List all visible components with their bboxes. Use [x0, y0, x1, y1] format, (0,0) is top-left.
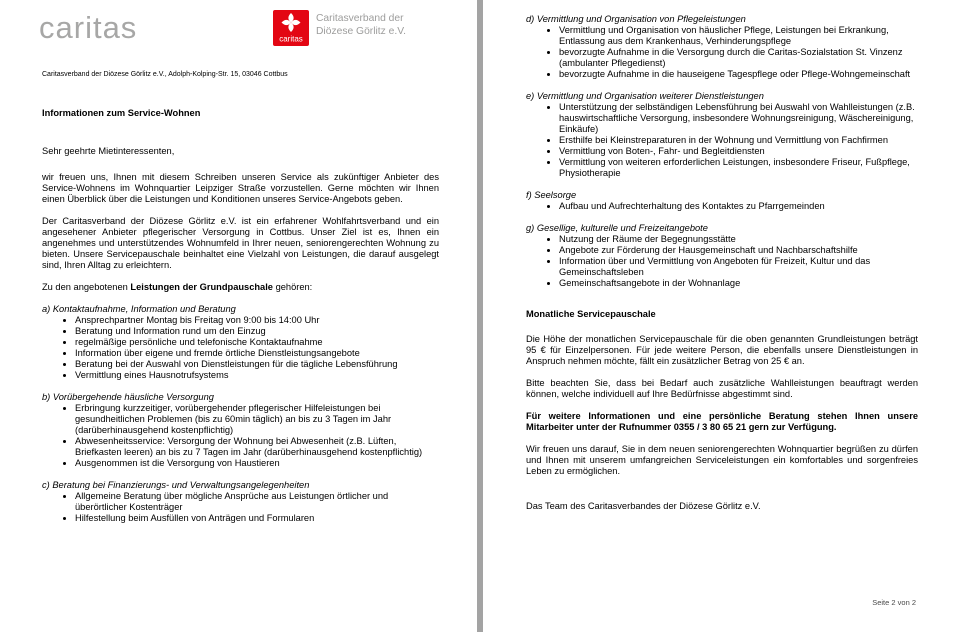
service-section-e — [526, 91, 918, 179]
caritas-wordmark: caritas — [39, 10, 138, 45]
list-item: • Information über eigene und fremde örtliche Dienstleistungsangebote — [75, 348, 439, 359]
list-item: • Beratung bei der Auswahl von Dienstleistungen für die tägliche Lebensführung — [75, 359, 439, 370]
list-item: • Ansprechpartner Montag bis Freitag von 9:00 bis 14:00 Uhr — [75, 315, 439, 326]
list-item: • Ausgenommen ist die Versorgung von Haustieren — [75, 458, 439, 469]
bullet-list-c — [64, 491, 439, 524]
list-item: • Vermittlung eines Hausnotrufsystems — [75, 370, 439, 381]
section-heading-f: f) Seelsorge — [526, 190, 577, 200]
list-item: • Vermittlung und Organisation von häuslicher Pflege, Leistungen bei Erkrankung, Entlassung aus dem Krankenhaus, Verhinderungspflege — [559, 25, 918, 47]
service-section-f — [526, 190, 918, 212]
service-section-g — [526, 223, 918, 289]
service-section-d — [526, 14, 918, 80]
signature-line: Das Team des Caritasverbandes der Diözese Görlitz e.V. — [526, 501, 761, 511]
sender-address-line: Caritasverband der Diözese Görlitz e.V., Adolph-Kolping-Str. 15, 03046 Cottbus — [42, 71, 288, 78]
bullet-list-f — [548, 201, 918, 212]
bullet-list-g — [548, 234, 918, 289]
list-item: • Vermittlung von weiteren erforderlichen Leistungen, insbesondere Friseur, Fußpflege, Physiotherapie — [559, 157, 918, 179]
logo-caption-text: caritas — [279, 34, 303, 44]
list-item: • Unterstützung der selbständigen Lebensführung bei Auswahl von Wahlleistungen (z.B. hauswirtschaftliche Versorgung, insbesondere Wohnungsreinigung, Wäschereinigung, Einkäufe) — [559, 102, 918, 135]
list-item: • bevorzugte Aufnahme in die hauseigene Tagespflege oder Pflege-Wohngemeinschaft — [559, 69, 918, 80]
section-heading-a: a) Kontaktaufnahme, Information und Beratung — [42, 304, 236, 314]
caritas-flame-logo-icon — [273, 10, 309, 46]
price-paragraph: Die Höhe der monatlichen Servicepauschale für die oben genannten Grundleistungen beträgt 95 € für Einzelpersonen. Für jede weitere Person, die ebenfalls unsere Dienstleistungen in Anspruch nehmen möchte, fällt ein zusätzlicher Betrag von 25 € an. — [526, 334, 918, 366]
list-item: • Abwesenheitsservice: Versorgung der Wohnung bei Abwesenheit (z.B. Lüften, Briefkasten leeren) an bis zu 7 Tagen im Jahr (darüberhinausgehend kostenpflichtig) — [75, 436, 439, 458]
bullet-list-e — [548, 102, 918, 179]
section-heading-d: d) Vermittlung und Organisation von Pflegeleistungen — [526, 14, 746, 24]
intro-bold-text: Leistungen der Grundpauschale — [130, 282, 273, 292]
org-name — [316, 10, 406, 46]
letterhead — [39, 10, 439, 57]
section-heading-b: b) Vorübergehende häusliche Versorgung — [42, 392, 214, 402]
salutation: Sehr geehrte Mietinteressenten, — [42, 146, 175, 156]
list-item: • Angebote zur Förderung der Hausgemeinschaft und Nachbarschaftshilfe — [559, 245, 918, 256]
list-item: • Aufbau und Aufrechterhaltung des Kontaktes zu Pfarrgemeinden — [559, 201, 918, 212]
list-item: • Nutzung der Räume der Begegnungsstätte — [559, 234, 918, 245]
intro-paragraph-1: wir freuen uns, Ihnen mit diesem Schreiben unseren Service als zukünftiger Anbieter des Service-Wohnens im Wohnquartier Leipziger Straße vorzustellen. Gerne möchten wir Ihnen einen Überblick über die Leistungen und Konditionen unseres Service-Angebots geben. — [42, 172, 439, 204]
servicepauschale-subheading: Monatliche Servicepauschale — [526, 309, 656, 319]
page-2 — [483, 0, 960, 632]
service-section-b — [42, 392, 439, 469]
list-item: • regelmäßige persönliche und telefonische Kontaktaufnahme — [75, 337, 439, 348]
bullet-list-b — [64, 403, 439, 469]
document-title: Informationen zum Service-Wohnen — [42, 108, 201, 118]
intro-paragraph-2: Der Caritasverband der Diözese Görlitz e.V. ist ein erfahrener Wohlfahrtsverband und ein angesehener Anbieter pflegerischer Versorgung in Cottbus. Unser Ziel ist es, Ihnen ein angenehmes und unterstützendes Wohnumfeld in Ihrer neuen, seniorengerechten Wohnung zu bieten. Unsere Servicepauschale beinhaltet eine Vielzahl von Leistungen, die darauf ausgelegt sind, Ihren Alltag zu erleichtern. — [42, 216, 439, 270]
bullet-list-a — [64, 315, 439, 381]
section-heading-c: c) Beratung bei Finanzierungs- und Verwaltungsangelegenheiten — [42, 480, 310, 490]
bullet-list-d — [548, 25, 918, 80]
service-section-c — [42, 480, 439, 524]
closing-paragraph: Wir freuen uns darauf, Sie in dem neuen seniorengerechten Wohnquartier begrüßen zu dürfen und Ihnen mit unserem umfangreichen Serviceleistungen ein komfortables und sorgenfreies Leben zu ermöglichen. — [526, 444, 918, 476]
intro-tail-text: gehören: — [272, 282, 313, 292]
list-item: • Vermittlung von Boten-, Fahr- und Begleitdiensten — [559, 146, 918, 157]
service-section-a — [42, 304, 439, 381]
list-item: • Beratung und Information rund um den Einzug — [75, 326, 439, 337]
list-item: • Erbringung kurzzeitiger, vorübergehender pflegerischer Hilfeleistungen bei gesundheitlichen Problemen (bis zu 60min täglich) an bis zu 3 Tagen im Jahr (darüberhinausgehend kostenpflichtig) — [75, 403, 439, 436]
list-item: • Allgemeine Beratung über mögliche Ansprüche aus Leistungen örtlicher und überörtlicher Kostenträger — [75, 491, 439, 513]
list-item: • Ersthilfe bei Kleinstreparaturen in der Wohnung und Vermittlung von Fachfirmen — [559, 135, 918, 146]
org-name-line-1: Caritasverband der — [316, 13, 404, 24]
page-1 — [0, 0, 477, 632]
list-item: • Hilfestellung beim Ausfüllen von Anträgen und Formularen — [75, 513, 439, 524]
wahlleistungen-paragraph: Bitte beachten Sie, dass bei Bedarf auch zusätzliche Wahlleistungen beauftragt werden können, welche individuell auf Ihre Bedürfnisse abgestimmt sind. — [526, 378, 918, 399]
contact-paragraph: Für weitere Informationen und eine persönliche Beratung stehen Ihnen unsere Mitarbeiter unter der Rufnummer 0355 / 3 80 65 21 gern zur Verfügung. — [526, 411, 918, 432]
grundpauschale-intro-line — [42, 282, 439, 293]
logo-group — [273, 10, 406, 46]
section-heading-e: e) Vermittlung und Organisation weiterer Dienstleistungen — [526, 91, 764, 101]
list-item: • Information über und Vermittlung von Angeboten für Freizeit, Kultur und das Gemeinschaftsleben — [559, 256, 918, 278]
page-number: Seite 2 von 2 — [872, 598, 916, 607]
intro-lead-text: Zu den angebotenen — [42, 282, 131, 292]
list-item: • Gemeinschaftsangebote in der Wohnanlage — [559, 278, 918, 289]
list-item: • bevorzugte Aufnahme in die Versorgung durch die Caritas-Sozialstation St. Vinzenz (ambulanter Pflegedienst) — [559, 47, 918, 69]
section-heading-g: g) Gesellige, kulturelle und Freizeitangebote — [526, 223, 708, 233]
org-name-line-2: Diözese Görlitz e.V. — [316, 25, 407, 37]
